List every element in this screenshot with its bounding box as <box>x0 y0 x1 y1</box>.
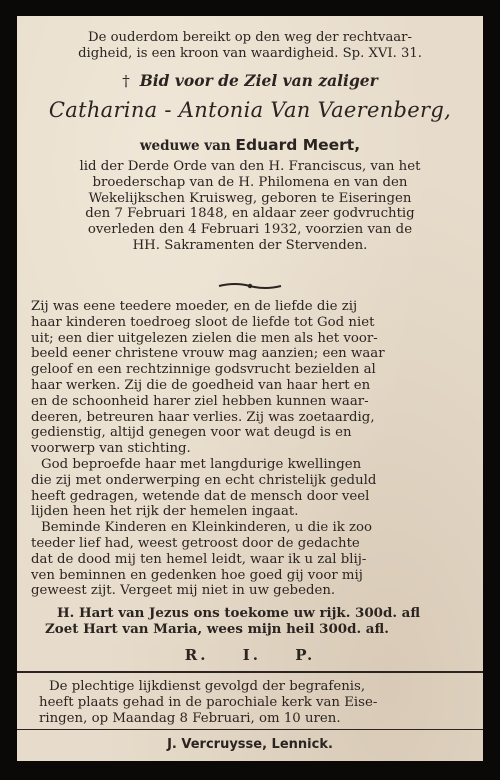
divider <box>17 671 483 673</box>
biography-line: den 7 Februari 1848, en aldaar zeer godvruchtig <box>85 206 415 222</box>
eulogy-line: gedienstig, altijd genegen voor wat deugd is en <box>31 425 352 441</box>
indulgence-prayers <box>45 606 465 637</box>
eulogy-line: Zij was eene teedere moeder, en de liefde die zij <box>31 299 358 314</box>
deceased-name: Catharina - Antonia Van Vaerenberg, <box>48 98 452 122</box>
eulogy-line: en de schoonheid harer ziel hebben kunnen waar- <box>31 393 369 409</box>
motto <box>17 30 483 61</box>
eulogy-line: God beproefde haar met langdurige kwellingen <box>41 456 362 472</box>
eulogy-line: haar werken. Zij die de goedheid van haar hert en <box>31 377 371 393</box>
spouse-name: Eduard Meert, <box>235 136 361 154</box>
eulogy-line: deeren, betreuren haar verlies. Zij was zoetaardig, <box>31 409 375 425</box>
prayer-heading-text: Bid voor de Ziel van zaliger <box>139 71 378 90</box>
eulogy-line: haar kinderen toedroeg sloot de liefde tot God niet <box>31 314 375 330</box>
biography-line: Wekelijkschen Kruisweg, geboren te Eiseringen <box>88 190 412 206</box>
eulogy-line: die zij met onderwerping en echt christelijk geduld <box>31 472 377 488</box>
eulogy-line: Beminde Kinderen en Kleinkinderen, u die ik zoo <box>41 520 373 536</box>
printer-credit: J. Vercruysse, Lennick. <box>167 737 333 752</box>
biography-line: lid der Derde Orde van den H. Franciscus, van het <box>79 159 421 174</box>
rip-line <box>17 646 483 664</box>
eulogy-line: teeder lief had, weest getroost door de gedachte <box>31 535 360 551</box>
eulogy-line: beeld eener christene vrouw mag aanzien; een waar <box>31 346 385 362</box>
biography-line: overleden den 4 Februari 1932, voorzien van de <box>87 222 413 238</box>
motto-line: De ouderdom bereikt op den weg der rechtvaar- <box>88 30 412 45</box>
funeral-notice <box>39 679 469 726</box>
funeral-line: ringen, op Maandag 8 Februari, om 10 uren. <box>39 710 341 726</box>
rip-letter: P. <box>295 646 316 664</box>
eulogy-line: voorwerp van stichting. <box>31 441 191 457</box>
biography-line: broederschap van de H. Philomena en van den <box>92 174 408 190</box>
funeral-line: De plechtige lijkdienst gevolgd der begrafenis, <box>49 679 366 694</box>
eulogy-line: geloof en een rechtzinnige godsvrucht bezielden al <box>31 362 376 378</box>
eulogy-line: heeft gedragen, wetende dat de mensch door veel <box>31 488 370 504</box>
eulogy-line: lijden heen het rijk der hemelen ingaat. <box>31 504 299 520</box>
widow-prefix: weduwe van <box>139 138 231 154</box>
eulogy-line: geweest zijt. Vergeet mij niet in uw gebeden. <box>31 583 336 599</box>
widow-of <box>17 136 483 154</box>
indulgence-line: H. Hart van Jezus ons toekome uw rijk. 300d. afl <box>57 605 421 621</box>
eulogy <box>31 299 467 599</box>
ornament-divider <box>215 281 285 291</box>
divider <box>17 729 483 730</box>
rip-letter: R. <box>184 646 209 664</box>
eulogy-line: uit; een dier uitgelezen zielen die men als het voor- <box>31 330 378 346</box>
motto-line: digheid, is een kroon van waardigheid. Sp. XVI. 31. <box>78 45 422 61</box>
cross-icon: † <box>122 72 130 90</box>
eulogy-line: ven beminnen en gedenken hoe goed gij voor mij <box>31 567 363 583</box>
funeral-line: heeft plaats gehad in de parochiale kerk van Eise- <box>39 694 378 710</box>
memorial-card <box>17 16 483 761</box>
indulgence-line: Zoet Hart van Maria, wees mijn heil 300d. afl. <box>45 620 389 637</box>
rip-letter: I. <box>242 646 261 664</box>
biography <box>17 159 483 254</box>
eulogy-line: dat de dood mij ten hemel leidt, waar ik u zal blij- <box>31 551 367 567</box>
prayer-heading <box>17 71 483 90</box>
biography-line: HH. Sakramenten der Stervenden. <box>132 237 368 253</box>
